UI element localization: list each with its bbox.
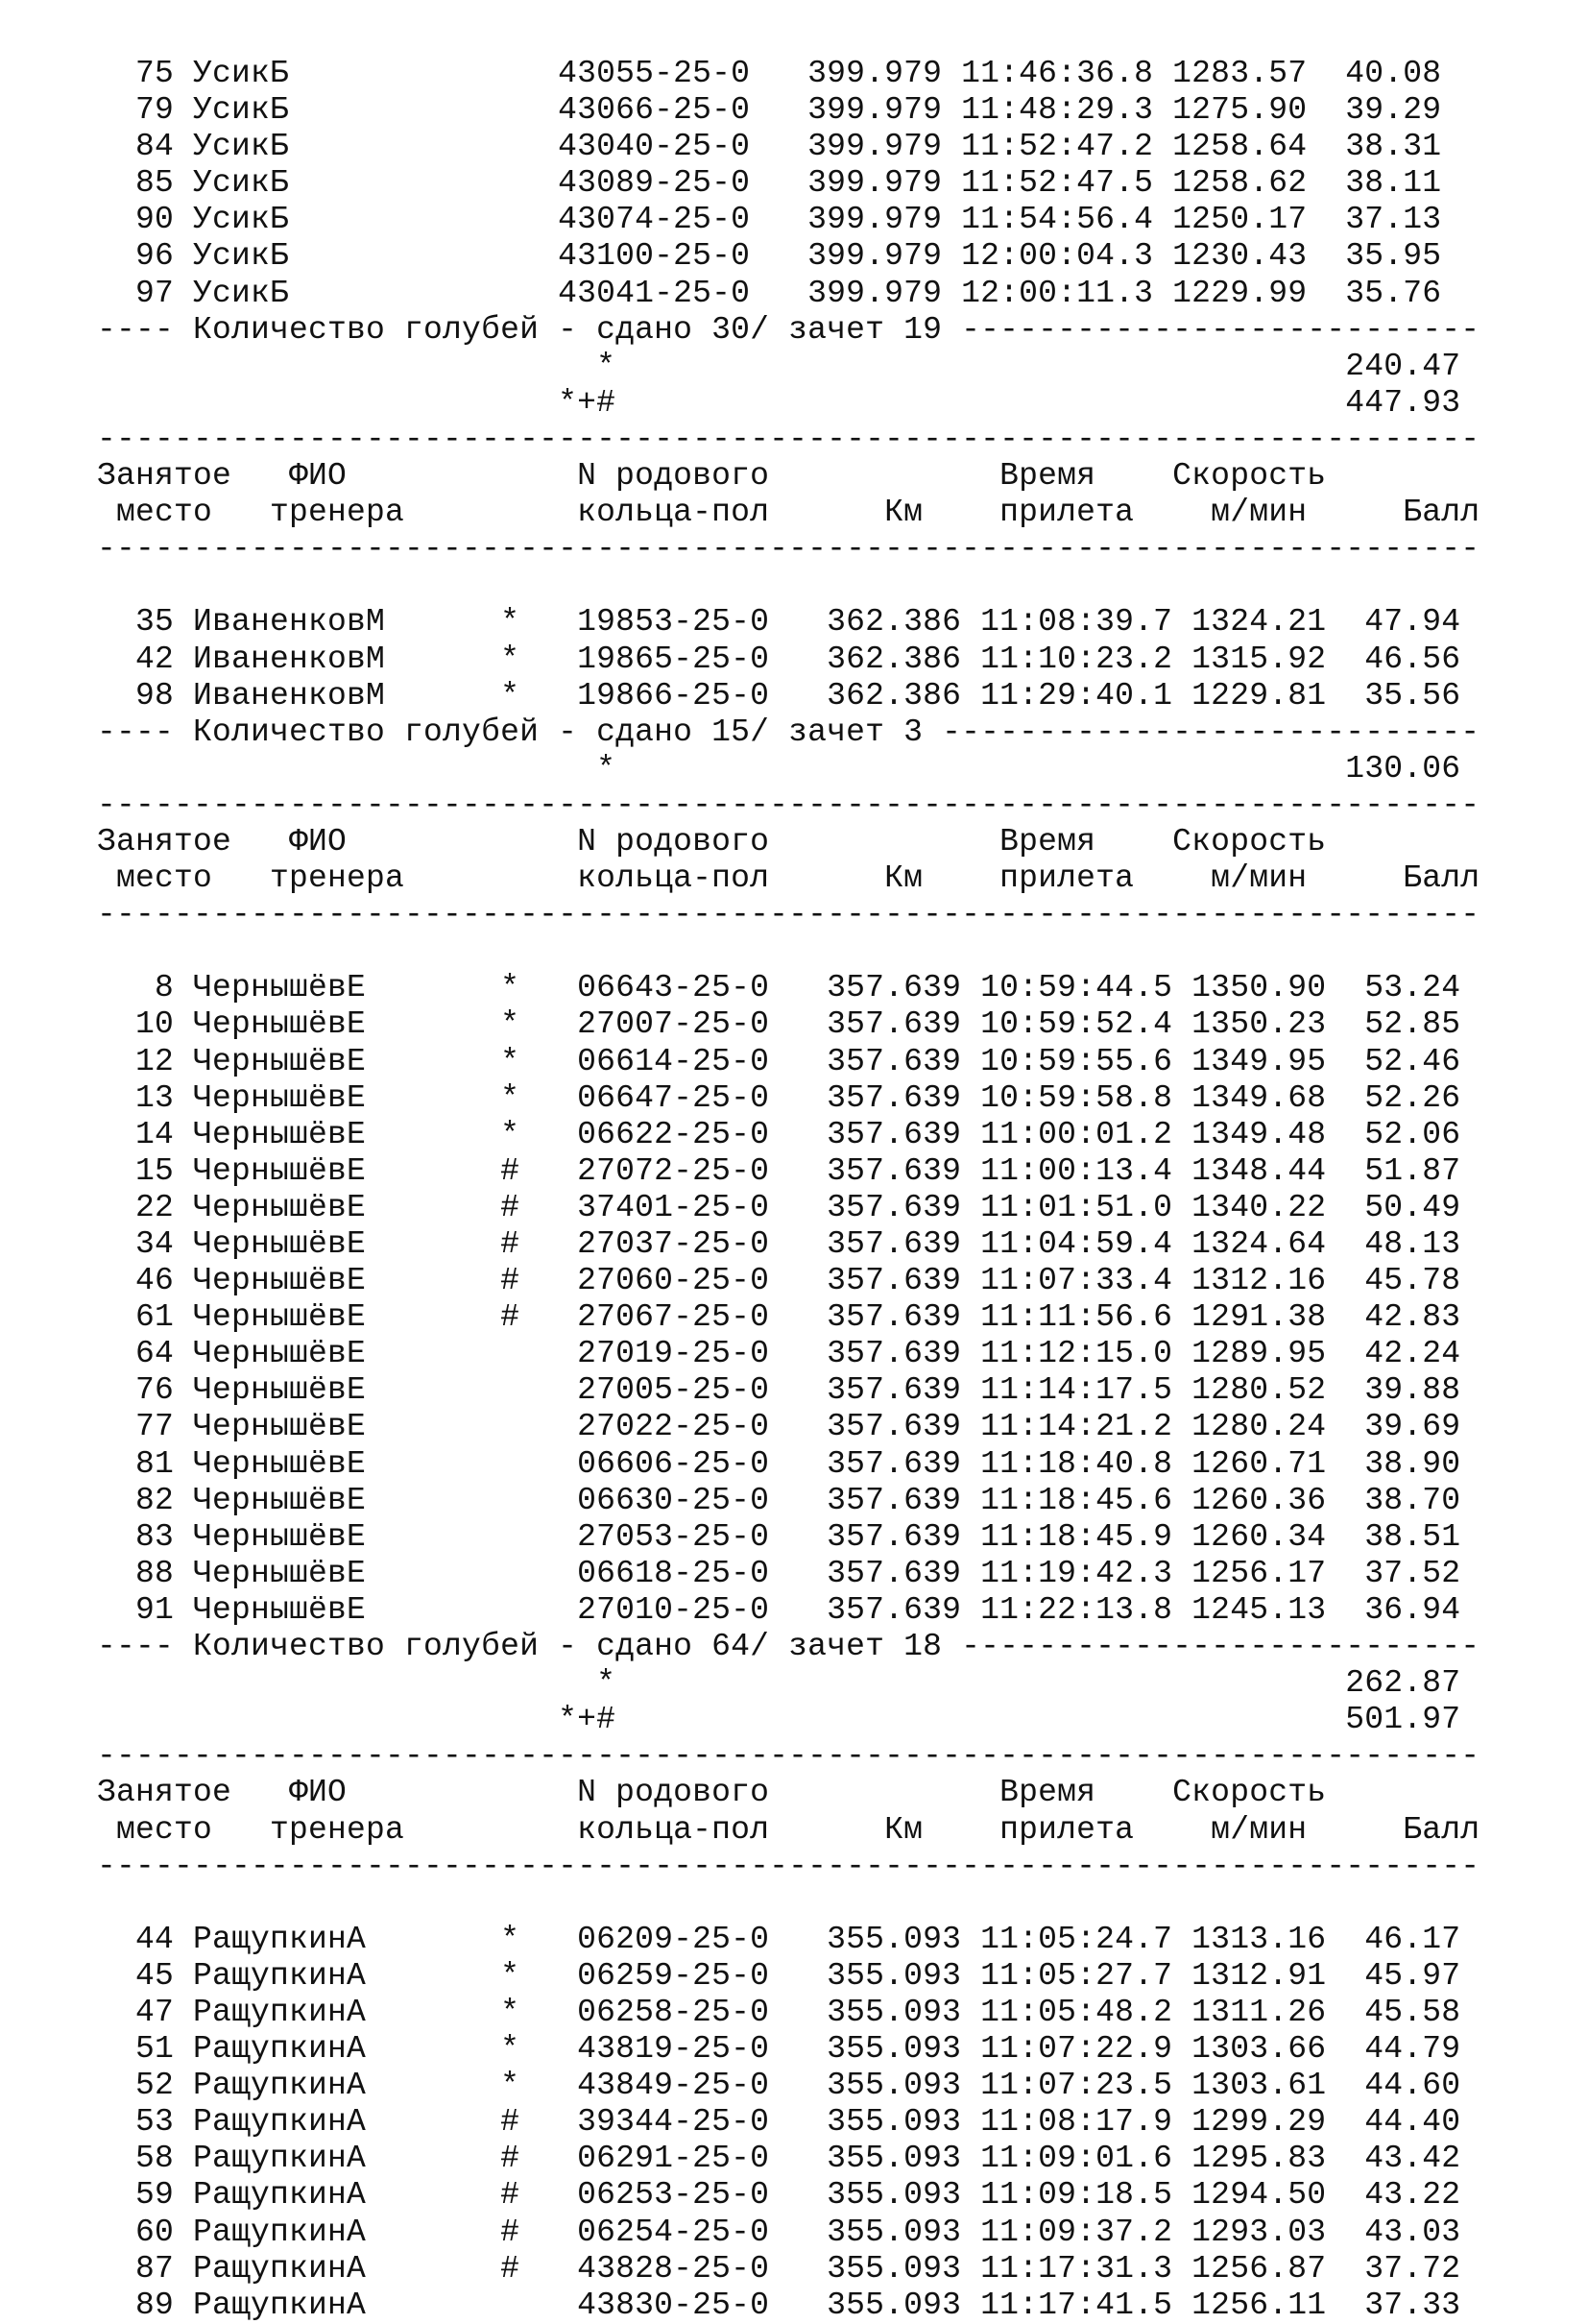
printout-line: 85 УсикБ 43089-25-0 399.979 11:52:47.5 1258.62 38.11: [97, 165, 1442, 202]
printout-line: 13 ЧернышёвЕ * 06647-25-0 357.639 10:59:58.8 1349.68 52.26: [97, 1079, 1461, 1116]
printout-line: ---- Количество голубей - сдано 30/ зачет 19 ---------------------------: [97, 311, 1480, 348]
printout-line: 44 РащупкинА * 06209-25-0 355.093 11:05:24.7 1313.16 46.17: [97, 1921, 1461, 1957]
printout-line: 96 УсикБ 43100-25-0 399.979 12:00:04.3 1230.43 35.95: [97, 238, 1442, 275]
printout-line: Занятое ФИО N родового Время Скорость: [97, 823, 1327, 859]
printout-line: 82 ЧернышёвЕ 06630-25-0 357.639 11:18:45.6 1260.36 38.70: [97, 1482, 1461, 1518]
printout-line: 53 РащупкинА # 39344-25-0 355.093 11:08:17.9 1299.29 44.40: [97, 2104, 1461, 2141]
printout-line: 14 ЧернышёвЕ * 06622-25-0 357.639 11:00:01.2 1349.48 52.06: [97, 1116, 1461, 1152]
printout-line: ------------------------------------------------------------------------: [97, 531, 1480, 568]
printout-line: 45 РащупкинА * 06259-25-0 355.093 11:05:27.7 1312.91 45.97: [97, 1957, 1461, 1994]
printout-line: *+# 501.97: [97, 1702, 1461, 1738]
printout-line: 75 УсикБ 43055-25-0 399.979 11:46:36.8 1283.57 40.08: [97, 56, 1442, 91]
printout-line: ---- Количество голубей - сдано 64/ зачет 18 ---------------------------: [97, 1629, 1480, 1665]
printout-line: 90 УсикБ 43074-25-0 399.979 11:54:56.4 1250.17 37.13: [97, 202, 1442, 238]
printout-line: ------------------------------------------------------------------------: [97, 1848, 1480, 1884]
printout-line: 89 РащупкинА 43830-25-0 355.093 11:17:41.5 1256.11 37.33: [97, 2287, 1461, 2323]
printout-line: 60 РащупкинА # 06254-25-0 355.093 11:09:37.2 1293.03 43.03: [97, 2214, 1461, 2250]
printout-line: 83 ЧернышёвЕ 27053-25-0 357.639 11:18:45.9 1260.34 38.51: [97, 1518, 1461, 1555]
printout-line: 15 ЧернышёвЕ # 27072-25-0 357.639 11:00:13.4 1348.44 51.87: [97, 1152, 1461, 1189]
printout-line: 58 РащупкинА # 06291-25-0 355.093 11:09:01.6 1295.83 43.42: [97, 2141, 1461, 2177]
printout-line: * 240.47: [97, 348, 1461, 384]
printout-line: 42 ИваненковМ * 19865-25-0 362.386 11:10:23.2 1315.92 46.56: [97, 641, 1461, 677]
printout-line: [97, 568, 1480, 604]
printout-line: 87 РащупкинА # 43828-25-0 355.093 11:17:31.3 1256.87 37.72: [97, 2250, 1461, 2287]
printout-line: 61 ЧернышёвЕ # 27067-25-0 357.639 11:11:56.6 1291.38 42.83: [97, 1299, 1461, 1336]
printout-line: *+# 447.93: [97, 384, 1461, 421]
printout-line: [97, 1885, 1480, 1922]
printout-line: Занятое ФИО N родового Время Скорость: [97, 458, 1327, 495]
printout-line: 81 ЧернышёвЕ 06606-25-0 357.639 11:18:40.8 1260.71 38.90: [97, 1445, 1461, 1482]
printout-line: [97, 933, 1480, 970]
printout-line: ------------------------------------------------------------------------: [97, 787, 1480, 823]
printout-line: 91 ЧернышёвЕ 27010-25-0 357.639 11:22:13.8 1245.13 36.94: [97, 1591, 1461, 1628]
printout-line: 79 УсикБ 43066-25-0 399.979 11:48:29.3 1275.90 39.29: [97, 92, 1442, 129]
printout-line: ------------------------------------------------------------------------: [97, 1738, 1480, 1775]
printout-line: * 262.87: [97, 1665, 1461, 1702]
printout-line: 76 ЧернышёвЕ 27005-25-0 357.639 11:14:17.5 1280.52 39.88: [97, 1372, 1461, 1409]
printout-line: место тренера кольца-пол Км прилета м/мин Балл: [97, 1811, 1480, 1848]
printout-line: 22 ЧернышёвЕ # 37401-25-0 357.639 11:01:51.0 1340.22 50.49: [97, 1189, 1461, 1225]
printout-line: 97 УсикБ 43041-25-0 399.979 12:00:11.3 1229.99 35.76: [97, 275, 1442, 311]
printout-line: 12 ЧернышёвЕ * 06614-25-0 357.639 10:59:55.6 1349.95 52.46: [97, 1043, 1461, 1079]
printout-line: 84 УсикБ 43040-25-0 399.979 11:52:47.2 1258.64 38.31: [97, 129, 1442, 165]
results-printout: [97, 56, 1480, 2324]
printout-line: 88 ЧернышёвЕ 06618-25-0 357.639 11:19:42.3 1256.17 37.52: [97, 1555, 1461, 1591]
printout-line: ------------------------------------------------------------------------: [97, 897, 1480, 933]
printout-line: место тренера кольца-пол Км прилета м/мин Балл: [97, 860, 1480, 897]
printout-line: ---- Количество голубей - сдано 15/ зачет 3 ----------------------------: [97, 714, 1480, 750]
printout-line: 52 РащупкинА * 43849-25-0 355.093 11:07:23.5 1303.61 44.60: [97, 2068, 1461, 2104]
printout-line: 34 ЧернышёвЕ # 27037-25-0 357.639 11:04:59.4 1324.64 48.13: [97, 1226, 1461, 1262]
printout-line: 46 ЧернышёвЕ # 27060-25-0 357.639 11:07:33.4 1312.16 45.78: [97, 1263, 1461, 1299]
printout-line: 98 ИваненковМ * 19866-25-0 362.386 11:29:40.1 1229.81 35.56: [97, 677, 1461, 714]
printout-line: ------------------------------------------------------------------------: [97, 421, 1480, 457]
printout-line: 35 ИваненковМ * 19853-25-0 362.386 11:08:39.7 1324.21 47.94: [97, 604, 1461, 641]
printout-line: 10 ЧернышёвЕ * 27007-25-0 357.639 10:59:52.4 1350.23 52.85: [97, 1006, 1461, 1043]
printout-line: 64 ЧернышёвЕ 27019-25-0 357.639 11:12:15.0 1289.95 42.24: [97, 1336, 1461, 1372]
printout-line: 59 РащупкинА # 06253-25-0 355.093 11:09:18.5 1294.50 43.22: [97, 2177, 1461, 2214]
printout-line: Занятое ФИО N родового Время Скорость: [97, 1775, 1327, 1811]
printout-line: место тренера кольца-пол Км прилета м/мин Балл: [97, 495, 1480, 531]
printout-line: 77 ЧернышёвЕ 27022-25-0 357.639 11:14:21.2 1280.24 39.69: [97, 1409, 1461, 1445]
printout-line: 51 РащупкинА * 43819-25-0 355.093 11:07:22.9 1303.66 44.79: [97, 2031, 1461, 2068]
printout-line: * 130.06: [97, 750, 1461, 787]
printout-line: 47 РащупкинА * 06258-25-0 355.093 11:05:48.2 1311.26 45.58: [97, 1994, 1461, 2030]
printout-line: 8 ЧернышёвЕ * 06643-25-0 357.639 10:59:44.5 1350.90 53.24: [97, 970, 1461, 1006]
